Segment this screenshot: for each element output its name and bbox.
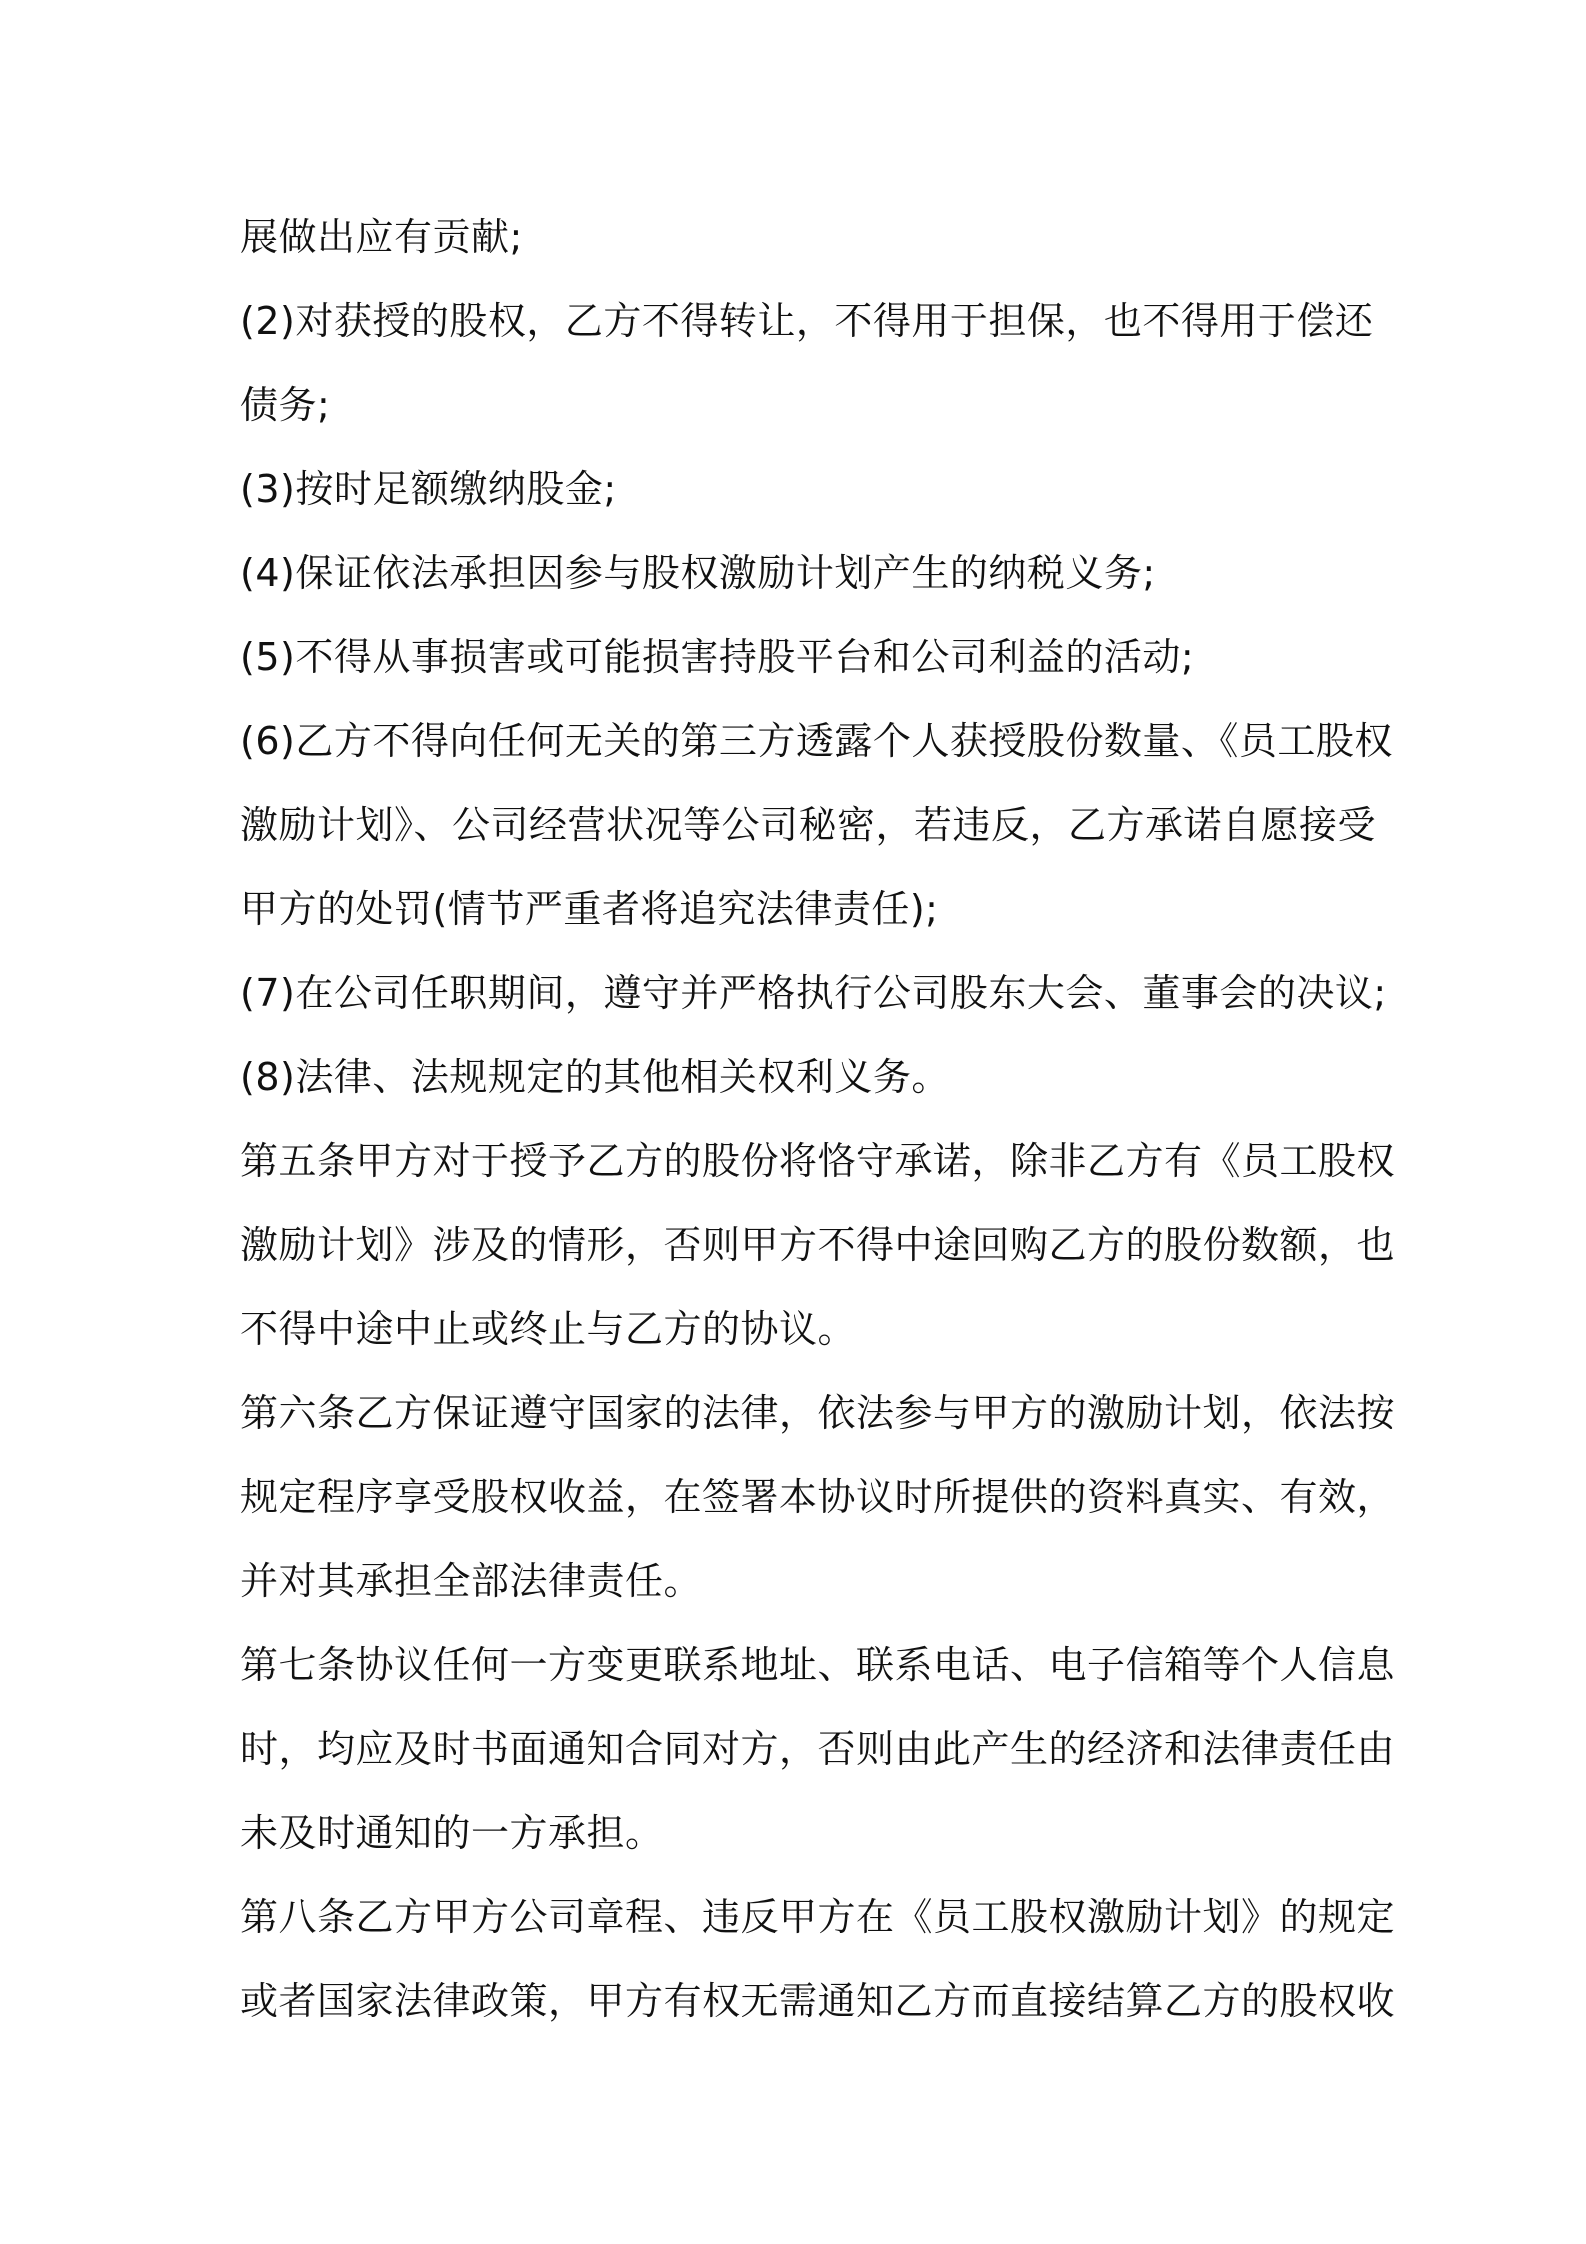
text-line: 第六条乙方保证遵守国家的法律，依法参与甲方的激励计划，依法按: [240, 1391, 1396, 1435]
text-line: 规定程序享受股权收益，在签署本协议时所提供的资料真实、有效，: [240, 1475, 1396, 1519]
text-line: 债务;: [240, 383, 331, 427]
text-line: 展做出应有贡献;: [240, 215, 523, 259]
text-line: (5)不得从事损害或可能损害持股平台和公司利益的活动;: [240, 635, 1195, 679]
text-line: 并对其承担全部法律责任。: [240, 1559, 703, 1603]
text-line: 时，均应及时书面通知合同对方，否则由此产生的经济和法律责任由: [240, 1727, 1396, 1771]
text-line: (3)按时足额缴纳股金;: [240, 467, 617, 511]
text-line: (6)乙方不得向任何无关的第三方透露个人获授股份数量、《员工股权: [240, 719, 1393, 763]
text-line: 第七条协议任何一方变更联系地址、联系电话、电子信箱等个人信息: [240, 1643, 1396, 1687]
text-line: 激励计划》、公司经营状况等公司秘密，若违反，乙方承诺自愿接受: [240, 803, 1377, 847]
text-line: (4)保证依法承担因参与股权激励计划产生的纳税义务;: [240, 551, 1156, 595]
text-line: 激励计划》涉及的情形，否则甲方不得中途回购乙方的股份数额，也: [240, 1223, 1396, 1267]
text-line: 甲方的处罚(情节严重者将追究法律责任);: [240, 887, 939, 931]
text-line: 或者国家法律政策，甲方有权无需通知乙方而直接结算乙方的股权收: [240, 1979, 1396, 2023]
document-body: [240, 195, 1396, 2043]
text-line: (8)法律、法规规定的其他相关权利义务。: [240, 1055, 950, 1099]
text-line: 第五条甲方对于授予乙方的股份将恪守承诺，除非乙方有《员工股权: [240, 1139, 1396, 1183]
text-line: 第八条乙方甲方公司章程、违反甲方在《员工股权激励计划》的规定: [240, 1895, 1396, 1939]
text-line: 未及时通知的一方承担。: [240, 1811, 664, 1855]
text-line: (2)对获授的股权，乙方不得转让，不得用于担保，也不得用于偿还: [240, 299, 1374, 343]
text-line: 不得中途中止或终止与乙方的协议。: [240, 1307, 857, 1351]
text-line: (7)在公司任职期间，遵守并严格执行公司股东大会、董事会的决议;: [240, 971, 1387, 1015]
